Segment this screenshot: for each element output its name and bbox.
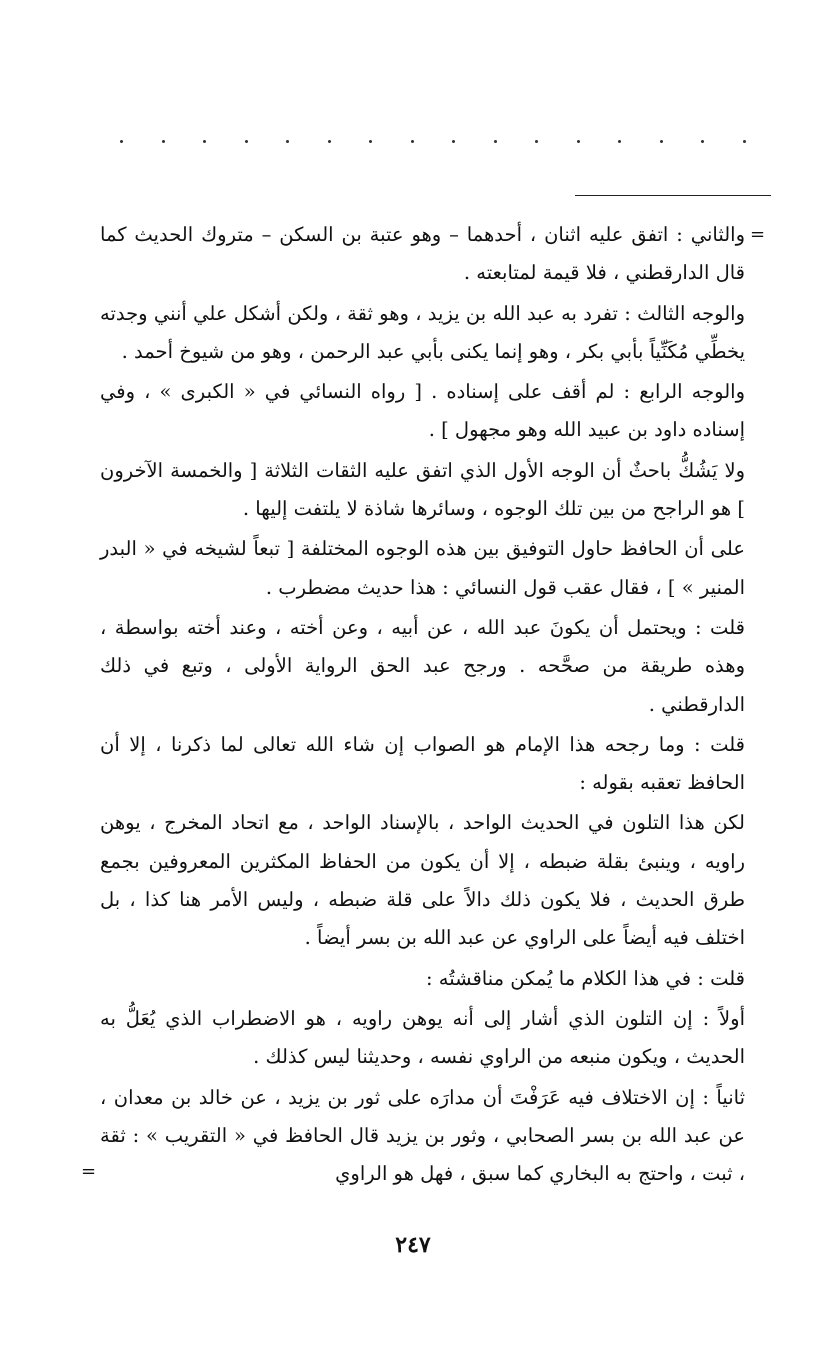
paragraph: على أن الحافظ حاول التوفيق بين هذه الوجوه المختلفة [ تبعاً لشيخه في « البدر المنير » ] ، فقال عقب قول النسائي : هذا حديث مضطرب . xyxy=(100,537,745,599)
paragraph: قلت : ويحتمل أن يكونَ عبد الله ، عن أبيه ، وعن أخته ، وعند أخته بواسطة ، وهذه طريقة من صحَّحه . ورجح عبد الحق الرواية الأولى ، وتبع في ذلك الدارقطني . xyxy=(100,615,745,716)
paragraph: قلت : وما رجحه هذا الإمام هو الصواب إن شاء الله تعالى لما ذكرنا ، إلا أن الحافظ تعقبه بقوله : xyxy=(100,732,745,795)
header-dot xyxy=(452,140,455,143)
paragraph: أولاً : إن التلون الذي أشار إلى أنه يوهن راويه ، هو الاضطراب الذي يُعَلُّ به الحديث ، ويكون منبعه من الراوي نفسه ، وحديثنا ليس كذلك . xyxy=(100,1006,745,1069)
paragraph: قلت : في هذا الكلام ما يُمكن مناقشتُه : xyxy=(425,966,745,990)
paragraph: لكن هذا التلون في الحديث الواحد ، بالإسناد الواحد ، مع اتحاد المخرج ، يوهن راويه ، وينبئ بقلة ضبطه ، إلا أن يكون من الحفاظ المكثرين المعروفين بجمع طرق الحديث ، فلا يكون ذلك دالاً على قلة ضبطه ، وليس الأمر هنا كذا ، بل اختلف فيه أيضاً على الراوي عن عبد الله بن بسر أيضاً . xyxy=(100,811,745,950)
paragraph: ولا يَشُكُّ باحثٌ أن الوجه الأول الذي اتفق عليه الثقات الثلاثة [ والخمسة الآخرون ] هو الراجح من بين تلك الوجوه ، وسائرها شاذة لا يلتفت إليها . xyxy=(100,458,745,521)
header-dot xyxy=(120,140,123,143)
header-dot xyxy=(286,140,289,143)
header-dot xyxy=(245,140,248,143)
paragraph: ثانياً : إن الاختلاف فيه عَرَفْتَ أن مدارَه على ثور بن يزيد ، عن خالد بن معدان ، عن عبد الله بن بسر الصحابي ، وثور بن يزيد قال الحافظ في « التقريب » : ثقة ، ثبت ، واحتج به البخاري كما سبق ، فهل هو الراوي xyxy=(100,1085,745,1186)
footnote-text xyxy=(100,216,745,1195)
header-dot xyxy=(701,140,704,143)
continuation-mark-bottom: = xyxy=(81,1161,97,1182)
header-dot xyxy=(369,140,372,143)
paragraph: والثاني : اتفق عليه اثنان ، أحدهما – وهو عتبة بن السكن – متروك الحديث كما قال الدارقطني ، فلا قيمة لمتابعته . xyxy=(100,223,745,285)
header-dot xyxy=(743,140,746,143)
header-dot xyxy=(411,140,414,143)
paragraph: والوجه الرابع : لم أقف على إسناده . [ رواه النسائي في « الكبرى » ، وفي إسناده داود بن عبيد الله وهو مجهول ] . xyxy=(100,380,745,442)
page-number: ٢٤٧ xyxy=(395,1232,431,1258)
header-dot xyxy=(535,140,538,143)
header-dot xyxy=(494,140,497,143)
header-dot xyxy=(328,140,331,143)
footnote-rule xyxy=(575,195,771,196)
page-header-dots xyxy=(120,140,746,143)
header-dot xyxy=(618,140,621,143)
continuation-mark-top: = xyxy=(750,224,766,245)
header-dot xyxy=(660,140,663,143)
header-dot xyxy=(577,140,580,143)
paragraph: والوجه الثالث : تفرد به عبد الله بن يزيد ، وهو ثقة ، ولكن أشكل علي أنني وجدته يخطِّي مُكَنِّياً بأبي بكر ، وهو إنما يكنى بأبي عبد الرحمن ، وهو من شيوخ أحمد . xyxy=(100,301,745,363)
header-dot xyxy=(162,140,165,143)
header-dot xyxy=(203,140,206,143)
